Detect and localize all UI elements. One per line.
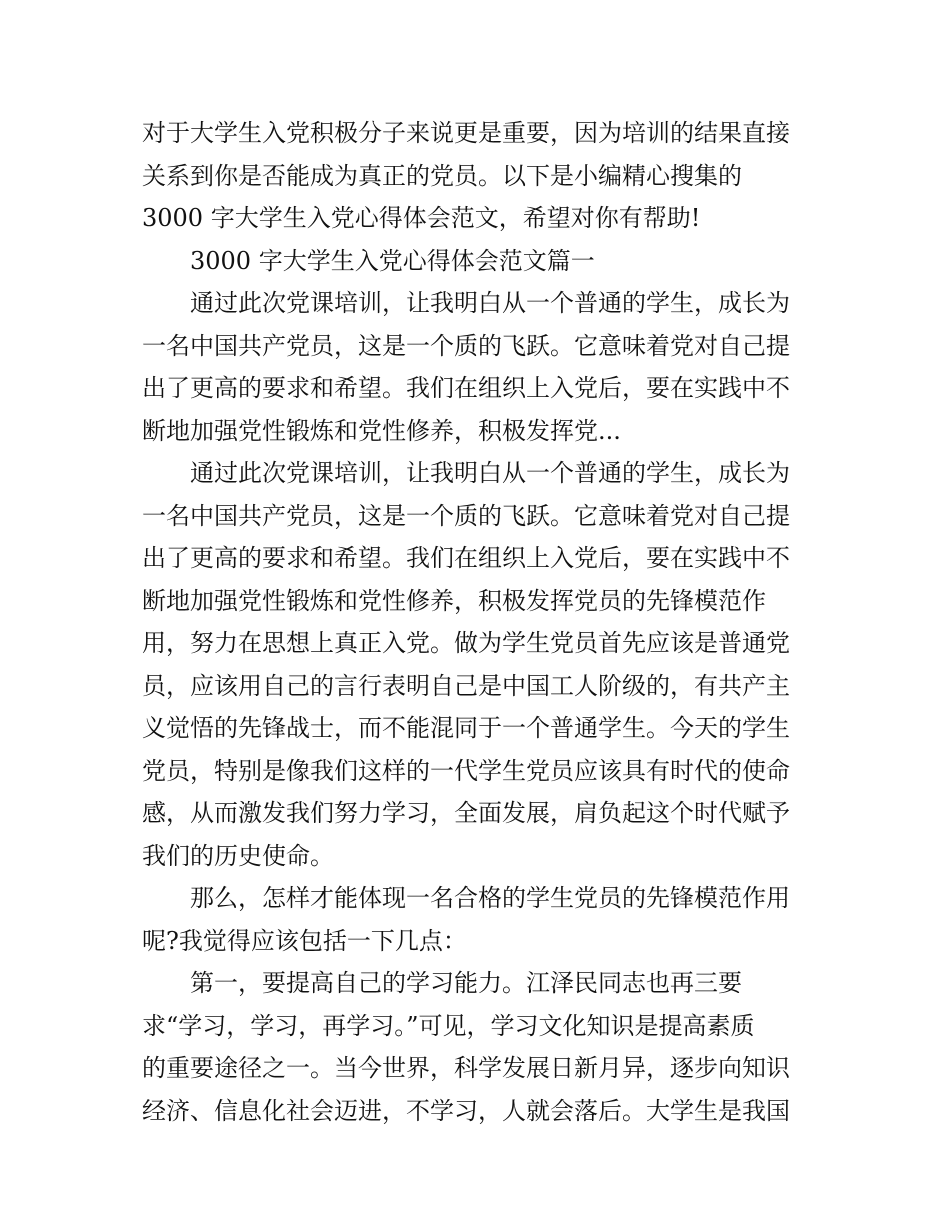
text-line: 那么，怎样才能体现一名合格的学生党员的先锋模范作用 [190,884,790,912]
text-line: 求“学习，学习，再学习。”可见，学习文化知识是提高素质 [142,1011,755,1040]
section-heading: 3000 字大学生入党心得体会范文篇一 [190,246,595,275]
text-line: 3000 字大学生入党心得体会范文，希望对你有帮助! [142,204,701,232]
document-body [142,112,812,1132]
text-line: 呢?我觉得应该包括一下几点： [142,926,467,955]
text-line: 员，应该用自己的言行表明自己是中国工人阶级的，有共产主 [142,671,790,700]
text-line: 一名中国共产党员，这是一个质的飞跃。它意味着党对自己提 [142,331,790,360]
text-line: 经济、信息化社会迈进，不学习，人就会落后。大学生是我国 [142,1096,790,1125]
text-line: 关系到你是否能成为真正的党员。以下是小编精心搜集的 [142,161,742,190]
text-line: 断地加强党性锻炼和党性修养，积极发挥党员的先锋模范作 [142,586,766,615]
text-line: 用，努力在思想上真正入党。做为学生党员首先应该是普通党 [142,629,790,657]
text-line: 一名中国共产党员，这是一个质的飞跃。它意味着党对自己提 [142,501,790,530]
text-line: 出了更高的要求和希望。我们在组织上入党后，要在实践中不 [142,374,790,402]
text-line: 第一，要提高自己的学习能力。江泽民同志也再三要 [190,969,742,997]
text-line: 出了更高的要求和希望。我们在组织上入党后，要在实践中不 [142,544,790,572]
text-line: 感，从而激发我们努力学习，全面发展，肩负起这个时代赋予 [142,799,790,827]
text-line: 通过此次党课培训，让我明白从一个普通的学生，成长为 [190,289,790,317]
text-line: 的重要途径之一。当今世界，科学发展日新月异，逐步向知识 [142,1054,790,1082]
text-line: 通过此次党课培训，让我明白从一个普通的学生，成长为 [190,459,790,487]
text-line: 对于大学生入党积极分子来说更是重要，因为培训的结果直接 [142,119,790,147]
text-line: 义觉悟的先锋战士，而不能混同于一个普通学生。今天的学生 [142,714,790,742]
text-line: 党员，特别是像我们这样的一代学生党员应该具有时代的使命 [142,756,790,785]
text-line: 断地加强党性锻炼和党性修养，积极发挥党... [142,416,621,445]
text-line: 我们的历史使命。 [142,841,334,870]
